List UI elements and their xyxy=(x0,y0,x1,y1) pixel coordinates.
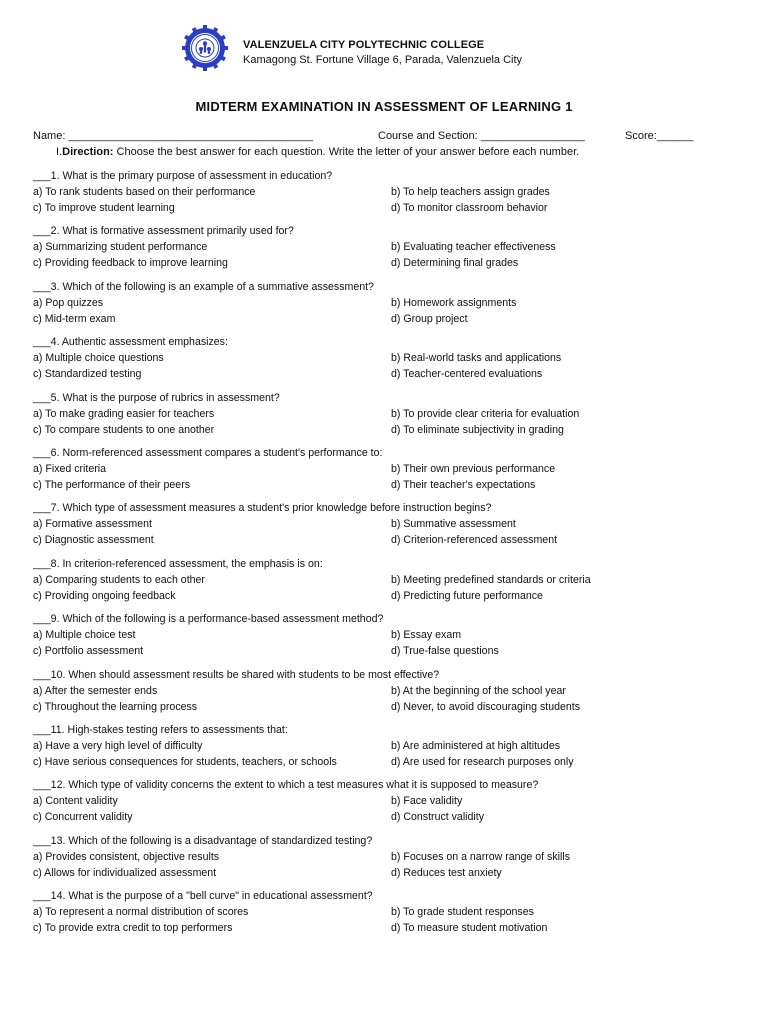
option-c: c) Have serious consequences for students, teachers, or schools xyxy=(33,755,337,768)
course-section-field: Course and Section: _________________ xyxy=(378,130,585,142)
option-a: a) Multiple choice test xyxy=(33,629,136,642)
option-c: c) Providing ongoing feedback xyxy=(33,589,176,602)
option-b: b) To provide clear criteria for evaluation xyxy=(391,407,580,420)
question-4 xyxy=(33,334,753,389)
question-stem: ___12. Which type of validity concerns the extent to which a test measures what it is supposed to measure? xyxy=(33,779,539,792)
option-c: c) The performance of their peers xyxy=(33,478,191,491)
question-stem: ___5. What is the purpose of rubrics in assessment? xyxy=(33,391,280,404)
option-a: a) To represent a normal distribution of scores xyxy=(33,906,249,919)
option-c: c) Throughout the learning process xyxy=(33,700,198,713)
question-9 xyxy=(33,611,753,666)
option-b: b) Essay exam xyxy=(391,629,462,642)
option-d: d) Are used for research purposes only xyxy=(391,755,574,768)
question-stem: ___9. Which of the following is a performance-based assessment method? xyxy=(33,613,384,626)
question-10 xyxy=(33,667,753,722)
college-name: VALENZUELA CITY POLYTECHNIC COLLEGE xyxy=(243,39,485,51)
option-b: b) Their own previous performance xyxy=(391,462,556,475)
question-stem: ___1. What is the primary purpose of assessment in education? xyxy=(33,170,333,182)
option-c: c) To provide extra credit to top performers xyxy=(33,922,233,935)
question-5 xyxy=(33,390,753,445)
question-stem: ___13. Which of the following is a disadvantage of standardized testing? xyxy=(33,834,373,847)
option-b: b) Evaluating teacher effectiveness xyxy=(391,241,556,254)
option-d: d) Their teacher's expectations xyxy=(391,478,536,491)
option-b: b) Homework assignments xyxy=(391,296,517,309)
option-a: a) To make grading easier for teachers xyxy=(33,407,215,420)
question-stem: ___2. What is formative assessment primarily used for? xyxy=(33,225,294,238)
option-a: a) Multiple choice questions xyxy=(33,352,164,365)
question-12 xyxy=(33,777,753,832)
option-b: b) To grade student responses xyxy=(391,906,534,919)
option-a: a) Fixed criteria xyxy=(33,462,106,475)
question-list xyxy=(33,168,753,943)
option-c: c) Concurrent validity xyxy=(33,811,133,824)
question-14 xyxy=(33,888,753,943)
option-b: b) Are administered at high altitudes xyxy=(391,739,561,752)
score-field: Score:______ xyxy=(625,130,694,142)
option-d: d) Never, to avoid discouraging students xyxy=(391,700,581,713)
option-d: d) Teacher-centered evaluations xyxy=(391,368,543,381)
option-c: c) Diagnostic assessment xyxy=(33,534,154,547)
option-a: a) Formative assessment xyxy=(33,518,152,531)
option-a: a) After the semester ends xyxy=(33,684,158,697)
option-a: a) Pop quizzes xyxy=(33,296,104,309)
college-seal-icon xyxy=(181,24,229,72)
name-field: Name: ________________________________________ xyxy=(33,130,314,142)
option-b: b) Focuses on a narrow range of skills xyxy=(391,850,570,863)
option-b: b) Face validity xyxy=(391,795,463,808)
question-stem: ___3. Which of the following is an example of a summative assessment? xyxy=(33,280,374,293)
question-13 xyxy=(33,833,753,888)
option-d: d) To measure student motivation xyxy=(391,922,548,935)
direction-prefix: I. xyxy=(56,146,63,158)
question-stem: ___14. What is the purpose of a "bell curve" in educational assessment? xyxy=(33,890,373,903)
option-b: b) Summative assessment xyxy=(391,518,516,531)
option-d: d) To eliminate subjectivity in grading xyxy=(391,423,564,436)
question-stem: ___4. Authentic assessment emphasizes: xyxy=(33,336,228,349)
question-stem: ___6. Norm-referenced assessment compares a student's performance to: xyxy=(33,446,383,459)
option-b: b) To help teachers assign grades xyxy=(391,186,550,198)
option-a: a) Provides consistent, objective results xyxy=(33,850,220,863)
option-c: c) To improve student learning xyxy=(33,202,175,214)
question-stem: ___8. In criterion-referenced assessment, the emphasis is on: xyxy=(33,557,323,570)
option-b: b) At the beginning of the school year xyxy=(391,684,566,697)
direction-text: Choose the best answer for each question. Write the letter of your answer before each number. xyxy=(113,146,580,158)
question-11 xyxy=(33,722,753,777)
question-8 xyxy=(33,556,753,611)
direction-label: Direction: xyxy=(62,146,114,158)
direction-line xyxy=(56,146,579,158)
question-1 xyxy=(33,168,753,223)
option-a: a) Summarizing student performance xyxy=(33,241,208,254)
college-address: Kamagong St. Fortune Village 6, Parada, Valenzuela City xyxy=(243,54,523,66)
option-d: d) Construct validity xyxy=(391,811,485,824)
option-a: a) Have a very high level of difficulty xyxy=(33,739,203,752)
option-b: b) Meeting predefined standards or criteria xyxy=(391,573,591,586)
option-c: c) Mid-term exam xyxy=(33,312,116,325)
option-d: d) Predicting future performance xyxy=(391,589,543,602)
exam-title: MIDTERM EXAMINATION IN ASSESSMENT OF LEARNING 1 xyxy=(195,99,573,114)
option-d: d) True-false questions xyxy=(391,645,499,658)
question-3 xyxy=(33,279,753,334)
option-a: a) To rank students based on their performance xyxy=(33,186,256,198)
option-d: d) Reduces test anxiety xyxy=(391,866,502,879)
question-stem: ___10. When should assessment results be shared with students to be most effective? xyxy=(33,668,440,681)
question-stem: ___11. High-stakes testing refers to assessments that: xyxy=(33,723,288,736)
question-2 xyxy=(33,223,753,278)
question-6 xyxy=(33,445,753,500)
option-c: c) Allows for individualized assessment xyxy=(33,866,217,879)
option-c: c) Portfolio assessment xyxy=(33,645,144,658)
option-d: d) To monitor classroom behavior xyxy=(391,202,548,214)
option-d: d) Determining final grades xyxy=(391,257,519,270)
option-d: d) Group project xyxy=(391,312,468,325)
option-d: d) Criterion-referenced assessment xyxy=(391,534,558,547)
option-c: c) To compare students to one another xyxy=(33,423,215,436)
option-c: c) Providing feedback to improve learning xyxy=(33,257,228,270)
option-a: a) Content validity xyxy=(33,795,118,808)
option-b: b) Real-world tasks and applications xyxy=(391,352,562,365)
option-c: c) Standardized testing xyxy=(33,368,142,381)
question-7 xyxy=(33,500,753,555)
question-stem: ___7. Which type of assessment measures a student's prior knowledge before instruction begins? xyxy=(33,502,492,515)
option-a: a) Comparing students to each other xyxy=(33,573,205,586)
